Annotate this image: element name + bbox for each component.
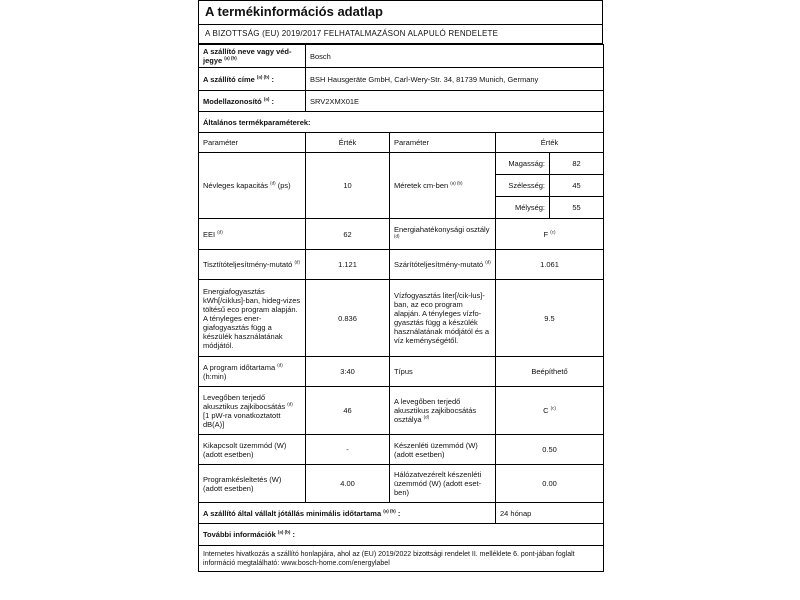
supplier-address-label: A szállító címe <box>203 74 255 84</box>
supplier-address-value: BSH Hausgeräte GmbH, Carl-Wery-Str. 34, 81739 Munich, Germany <box>306 68 604 91</box>
delay-start-label: Programkésleltetés (W) (adott esetben) <box>199 465 306 503</box>
warranty-refs: (a) (b) <box>383 508 396 513</box>
model-row <box>199 91 604 112</box>
height-value: 82 <box>550 153 604 175</box>
general-params-heading: Általános termékparaméterek: <box>199 112 604 133</box>
duration-type-row <box>199 357 604 387</box>
width-value: 45 <box>550 175 604 197</box>
network-standby-value: 0.00 <box>496 465 604 503</box>
noise-class-value-refs: (c) <box>550 405 556 411</box>
consumption-row <box>199 280 604 357</box>
capacity-refs: (d) <box>270 180 276 186</box>
energy-class-value-cell <box>496 219 604 250</box>
capacity-label-cell <box>199 153 306 219</box>
additional-info-colon: : <box>292 530 295 539</box>
drying-refs: (d) <box>485 259 491 265</box>
additional-info-text-row <box>199 546 604 572</box>
height-label: Magasság: <box>496 153 550 175</box>
cleaning-value: 1.121 <box>306 250 390 280</box>
noise-label-cell <box>199 387 306 435</box>
header-value: Érték <box>306 133 390 153</box>
noise-class-value: C <box>543 406 549 415</box>
sheet-title: A termékinformációs adatlap <box>198 0 603 24</box>
supplier-name-label-cell <box>199 45 306 68</box>
supplier-name-label: A szállító neve vagy véd-jegye <box>203 47 292 65</box>
dimensions-refs: (a) (b) <box>450 180 463 186</box>
water-consumption-value: 9.5 <box>496 280 604 357</box>
product-data-table <box>198 44 604 572</box>
off-mode-value: - <box>306 435 390 465</box>
noise-class-label: A levegőben terjedő akusztikus zajkibocsátás osztálya <box>394 397 477 424</box>
depth-label: Mélység: <box>496 197 550 219</box>
off-standby-row <box>199 435 604 465</box>
supplier-address-colon: : <box>271 74 275 84</box>
warranty-label-cell <box>199 503 496 524</box>
height-row <box>199 153 604 175</box>
noise-row <box>199 387 604 435</box>
energy-class-value: F <box>543 229 549 239</box>
duration-value: 3:40 <box>306 357 390 387</box>
additional-info-heading-cell <box>199 524 604 546</box>
capacity-unit: (ps) <box>277 181 291 190</box>
supplier-name-refs: (a) (b) <box>224 55 237 61</box>
noise-class-refs: (d) <box>423 414 430 420</box>
model-colon: : <box>271 96 274 106</box>
duration-label-cell <box>199 357 306 387</box>
dimensions-label-cell <box>390 153 496 219</box>
energy-consumption-value: 0.836 <box>306 280 390 357</box>
drying-value: 1.061 <box>496 250 604 280</box>
eei-refs: (d) <box>217 229 223 234</box>
off-mode-label: Kikapcsolt üzemmód (W) (adott esetben) <box>199 435 306 465</box>
supplier-name-value: Bosch <box>306 45 604 68</box>
product-information-sheet <box>198 0 603 600</box>
supplier-address-refs: (a) (b) <box>256 74 270 79</box>
capacity-value: 10 <box>306 153 390 219</box>
cleaning-label-cell <box>199 250 306 280</box>
eei-row <box>199 219 604 250</box>
warranty-value: 24 hónap <box>496 503 604 524</box>
type-value: Beépíthető <box>496 357 604 387</box>
energy-class-label: Energiahatékonysági osztály <box>394 225 490 234</box>
drying-label: Szárítóteljesítmény-mutató <box>394 260 484 269</box>
warranty-colon: : <box>397 508 401 518</box>
header-param: Paraméter <box>199 133 306 153</box>
eei-label-cell <box>199 219 306 250</box>
width-label: Szélesség: <box>496 175 550 197</box>
model-refs: (a) <box>263 96 270 101</box>
additional-info-text: Internetes hivatkozás a szállító honlapjára, ahol az (EU) 2019/2022 bizottsági rendelet II. melléklete 6. pont-jában foglalt információ megtalálható: www.bosch-home.com/energylabel <box>199 546 604 572</box>
noise-refs: (d) <box>287 401 293 406</box>
params-header-row <box>199 133 604 153</box>
eei-label: EEI <box>203 229 216 239</box>
duration-refs: (d) <box>277 362 283 367</box>
header-param-2: Paraméter <box>390 133 496 153</box>
network-standby-label: Hálózatvezérelt készenléti üzemmód (W) (adott eset-ben) <box>390 465 496 503</box>
delay-network-row <box>199 465 604 503</box>
supplier-name-row <box>199 45 604 68</box>
noise-label: Levegőben terjedő akusztikus zajkibocsátás <box>203 392 286 411</box>
noise-unit: [1 pW-ra vonatkoztatott dB(A)] <box>203 410 281 429</box>
additional-info-label: További információk <box>203 530 276 539</box>
energy-class-label-cell <box>390 219 496 250</box>
cleaning-drying-row <box>199 250 604 280</box>
model-label: Modellazonosító <box>203 96 262 106</box>
cleaning-label: Tisztítóteljesítmény-mutató <box>203 260 293 269</box>
eei-value: 62 <box>306 219 390 250</box>
duration-label: A program időtartama <box>203 362 276 372</box>
model-label-cell <box>199 91 306 112</box>
warranty-row <box>199 503 604 524</box>
energy-class-refs: (d) <box>394 233 400 239</box>
noise-value: 46 <box>306 387 390 435</box>
dimensions-label: Méretek cm-ben <box>394 181 449 190</box>
supplier-address-row <box>199 68 604 91</box>
warranty-label: A szállító által vállalt jótállás minimális időtartama <box>203 508 382 518</box>
standby-value: 0.50 <box>496 435 604 465</box>
model-value: SRV2XMX01E <box>306 91 604 112</box>
drying-label-cell <box>390 250 496 280</box>
standby-label: Készenléti üzemmód (W) (adott esetben) <box>390 435 496 465</box>
duration-unit: (h:min) <box>203 371 227 381</box>
regulation-subtitle: A BIZOTTSÁG (EU) 2019/2017 FELHATALMAZÁSON ALAPULÓ RENDELETE <box>198 24 603 44</box>
type-label: Típus <box>390 357 496 387</box>
header-value-2: Érték <box>496 133 604 153</box>
cleaning-refs: (d) <box>294 259 300 265</box>
general-params-row <box>199 112 604 133</box>
water-consumption-label: Vízfogyasztás liter[/cik-lus]-ban, az eco program alapján. A tényleges vízfo-gyasztás függ a készülék használatának módjától és a víz keménységétől. <box>390 280 496 357</box>
additional-info-row <box>199 524 604 546</box>
noise-class-value-cell <box>496 387 604 435</box>
supplier-address-label-cell <box>199 68 306 91</box>
energy-consumption-label: Energiafogyasztás kWh[/ciklus]-ban, hideg-vizes töltésű eco program alapján. A tényleges ener-giafogyasztás függ a készülék használatának módjától. <box>199 280 306 357</box>
energy-class-value-refs: (c) <box>550 229 556 234</box>
capacity-label: Névleges kapacitás <box>203 181 269 190</box>
depth-value: 55 <box>550 197 604 219</box>
additional-info-refs: (a) (b) <box>277 529 291 535</box>
noise-class-label-cell <box>390 387 496 435</box>
delay-start-value: 4.00 <box>306 465 390 503</box>
